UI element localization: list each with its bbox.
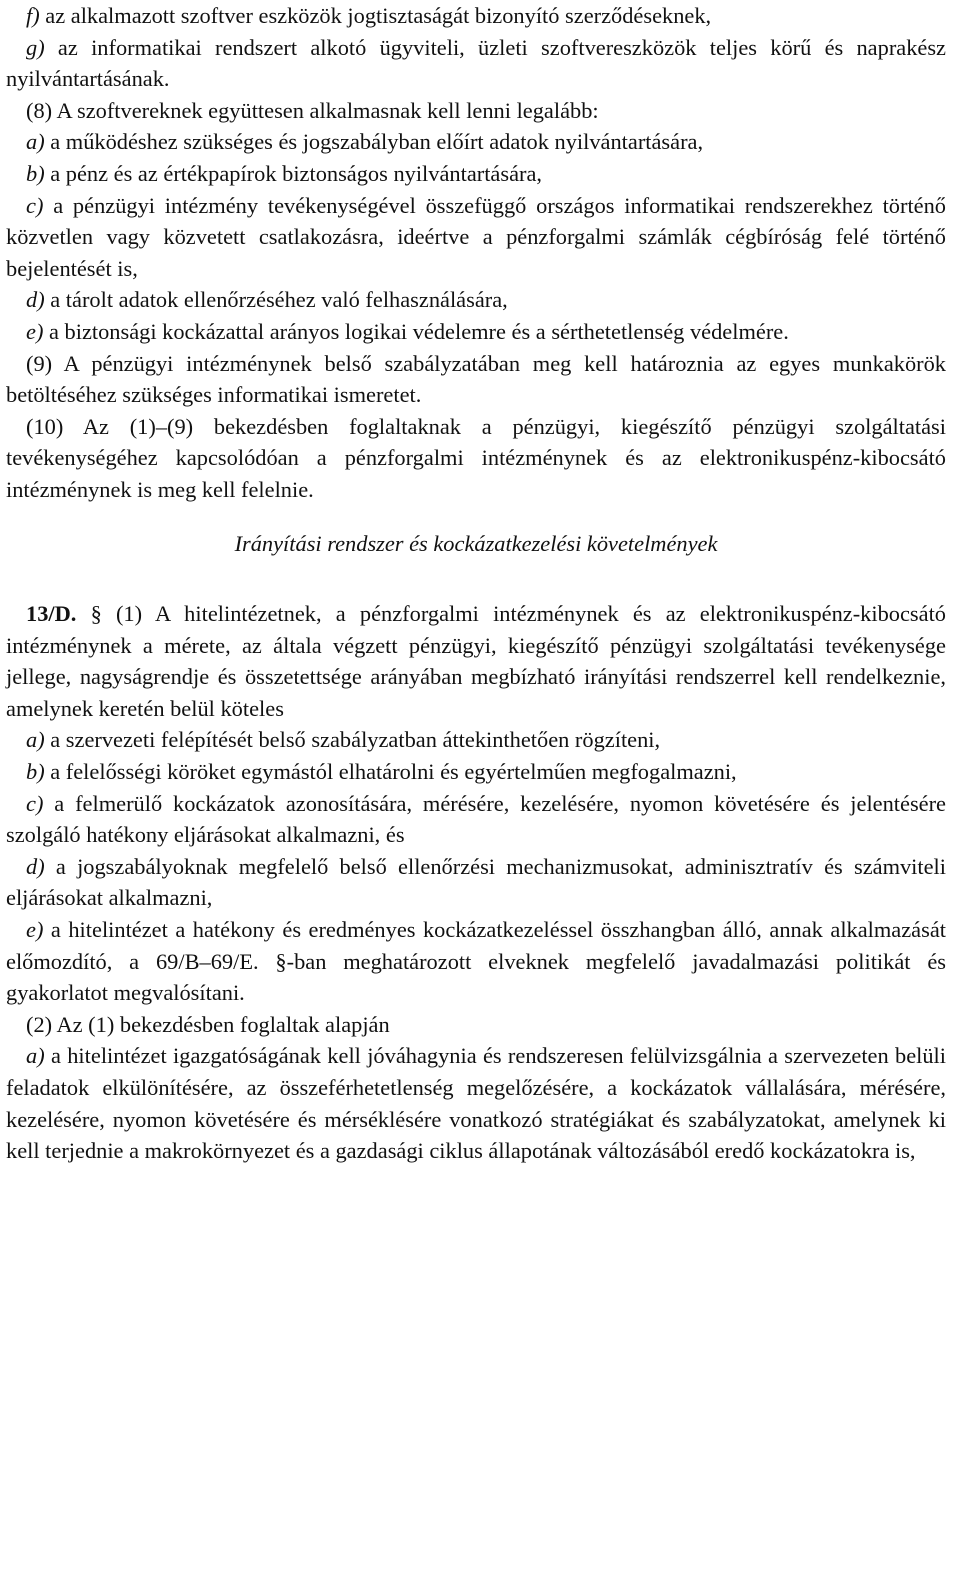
- item-text: a pénzügyi intézmény tevékenységével összefüggő országos informatikai rendszerekhez történő közvetlen vagy közvetett csatlakozásra, ideértve a pénzforgalmi számlák cégbíróság felé történő bejelentését is,: [6, 192, 946, 281]
- list-item-a: [6, 126, 946, 158]
- list-item-f: [6, 0, 946, 32]
- section-number: 13/D.: [26, 601, 77, 627]
- list-item-e: [6, 316, 946, 348]
- item-text: a pénz és az értékpapírok biztonságos nyilvántartására,: [44, 160, 543, 186]
- list-item-b: [6, 756, 946, 788]
- list-item-d: [6, 851, 946, 914]
- list-item-a: [6, 724, 946, 756]
- item-marker: g): [26, 34, 45, 60]
- list-item-b: [6, 158, 946, 190]
- item-marker: a): [26, 727, 45, 753]
- list-item-e: [6, 914, 946, 1009]
- item-marker: b): [26, 160, 45, 186]
- item-marker: a): [26, 1043, 45, 1069]
- item-text: a felmerülő kockázatok azonosítására, mérésére, kezelésére, nyomon követésére és jelentésére szolgáló hatékony eljárásokat alkalmazni, és: [6, 790, 946, 848]
- item-text: a működéshez szükséges és jogszabályban előírt adatok nyilvántartására,: [44, 129, 704, 155]
- item-marker: a): [26, 129, 45, 155]
- item-text: a hitelintézet igazgatóságának kell jóváhagynia és rendszeresen felülvizsgálnia a szervezeten belüli feladatok elkülönítésére, az összeférhetetlenség megelőzésére, a kockázatok vállalására, mérésére, kezelésére, nyomon követésére és mérséklésére vonatkozó stratégiákat és szabályzatokat, amelynek ki kell terjednie a makrokörnyezet és a gazdasági ciklus állapotának változásából eredő kockázatokra is,: [6, 1043, 946, 1164]
- paragraph-10: (10) Az (1)–(9) bekezdésben foglaltaknak a pénzügyi, kiegészítő pénzügyi szolgáltatási tevékenységéhez kapcsolódóan a pénzforgalmi intézménynek és az elektronikuspénz-kibocsátó intézménynek is meg kell felelnie.: [6, 413, 946, 502]
- item-marker: d): [26, 853, 45, 879]
- list-item-g: [6, 32, 946, 95]
- list-item-a: [6, 1040, 946, 1166]
- list-item-d: [6, 284, 946, 316]
- item-text: a hitelintézet a hatékony és eredményes kockázatkezeléssel összhangban álló, annak alkalmazását előmozdító, a 69/B–69/E. §-ban meghatározott elveknek megfelelő javadalmazási politikát és gyakorlatot megvalósítani.: [6, 917, 946, 1006]
- item-text: a biztonsági kockázattal arányos logikai védelemre és a sérthetetlenség védelmére.: [43, 318, 789, 344]
- paragraph-9: (9) A pénzügyi intézménynek belső szabályzatában meg kell határoznia az egyes munkakörök betöltéséhez szükséges informatikai ismeretet.: [6, 350, 946, 408]
- item-marker: d): [26, 287, 45, 313]
- paragraph-8: (8) A szoftvereknek együttesen alkalmasnak kell lenni legalább:: [26, 97, 599, 123]
- item-text: a felelősségi köröket egymástól elhatárolni és egyértelműen megfogalmazni,: [44, 759, 737, 785]
- item-marker: b): [26, 759, 45, 785]
- item-text: a tárolt adatok ellenőrzéséhez való felhasználására,: [44, 287, 508, 313]
- section-text: § (1) A hitelintézetnek, a pénzforgalmi intézménynek és az elektronikuspénz-kibocsátó intézménynek a mérete, az általa végzett pénzügyi, kiegészítő pénzügyi szolgáltatási tevékenysége jellege, nagyságrendje és összetettsége arányában megbízható irányítási rendszerrel kell rendelkeznie, amelynek keretén belül köteles: [6, 601, 946, 721]
- list-item-c: [6, 190, 946, 285]
- item-marker: e): [26, 318, 44, 344]
- item-marker: c): [26, 192, 44, 218]
- item-text: a szervezeti felépítését belső szabályzatban áttekinthetően rögzíteni,: [44, 727, 661, 753]
- item-text: a jogszabályoknak megfelelő belső ellenőrzési mechanizmusokat, adminisztratív és számviteli eljárásokat alkalmazni,: [6, 853, 946, 911]
- list-item-c: [6, 788, 946, 851]
- item-marker: f): [26, 3, 40, 28]
- section-13d-paragraph-2: (2) Az (1) bekezdésben foglaltak alapján: [26, 1011, 390, 1037]
- item-marker: e): [26, 917, 44, 943]
- item-text: az alkalmazott szoftver eszközök jogtisztaságát bizonyító szerződéseknek,: [39, 3, 712, 28]
- item-marker: c): [26, 790, 44, 816]
- item-text: az informatikai rendszert alkotó ügyviteli, üzleti szoftvereszközök teljes körű és naprakész nyilvántartásának.: [6, 34, 946, 92]
- section-heading: Irányítási rendszer és kockázatkezelési követelmények: [234, 530, 718, 556]
- section-13d-paragraph-1: [6, 598, 946, 724]
